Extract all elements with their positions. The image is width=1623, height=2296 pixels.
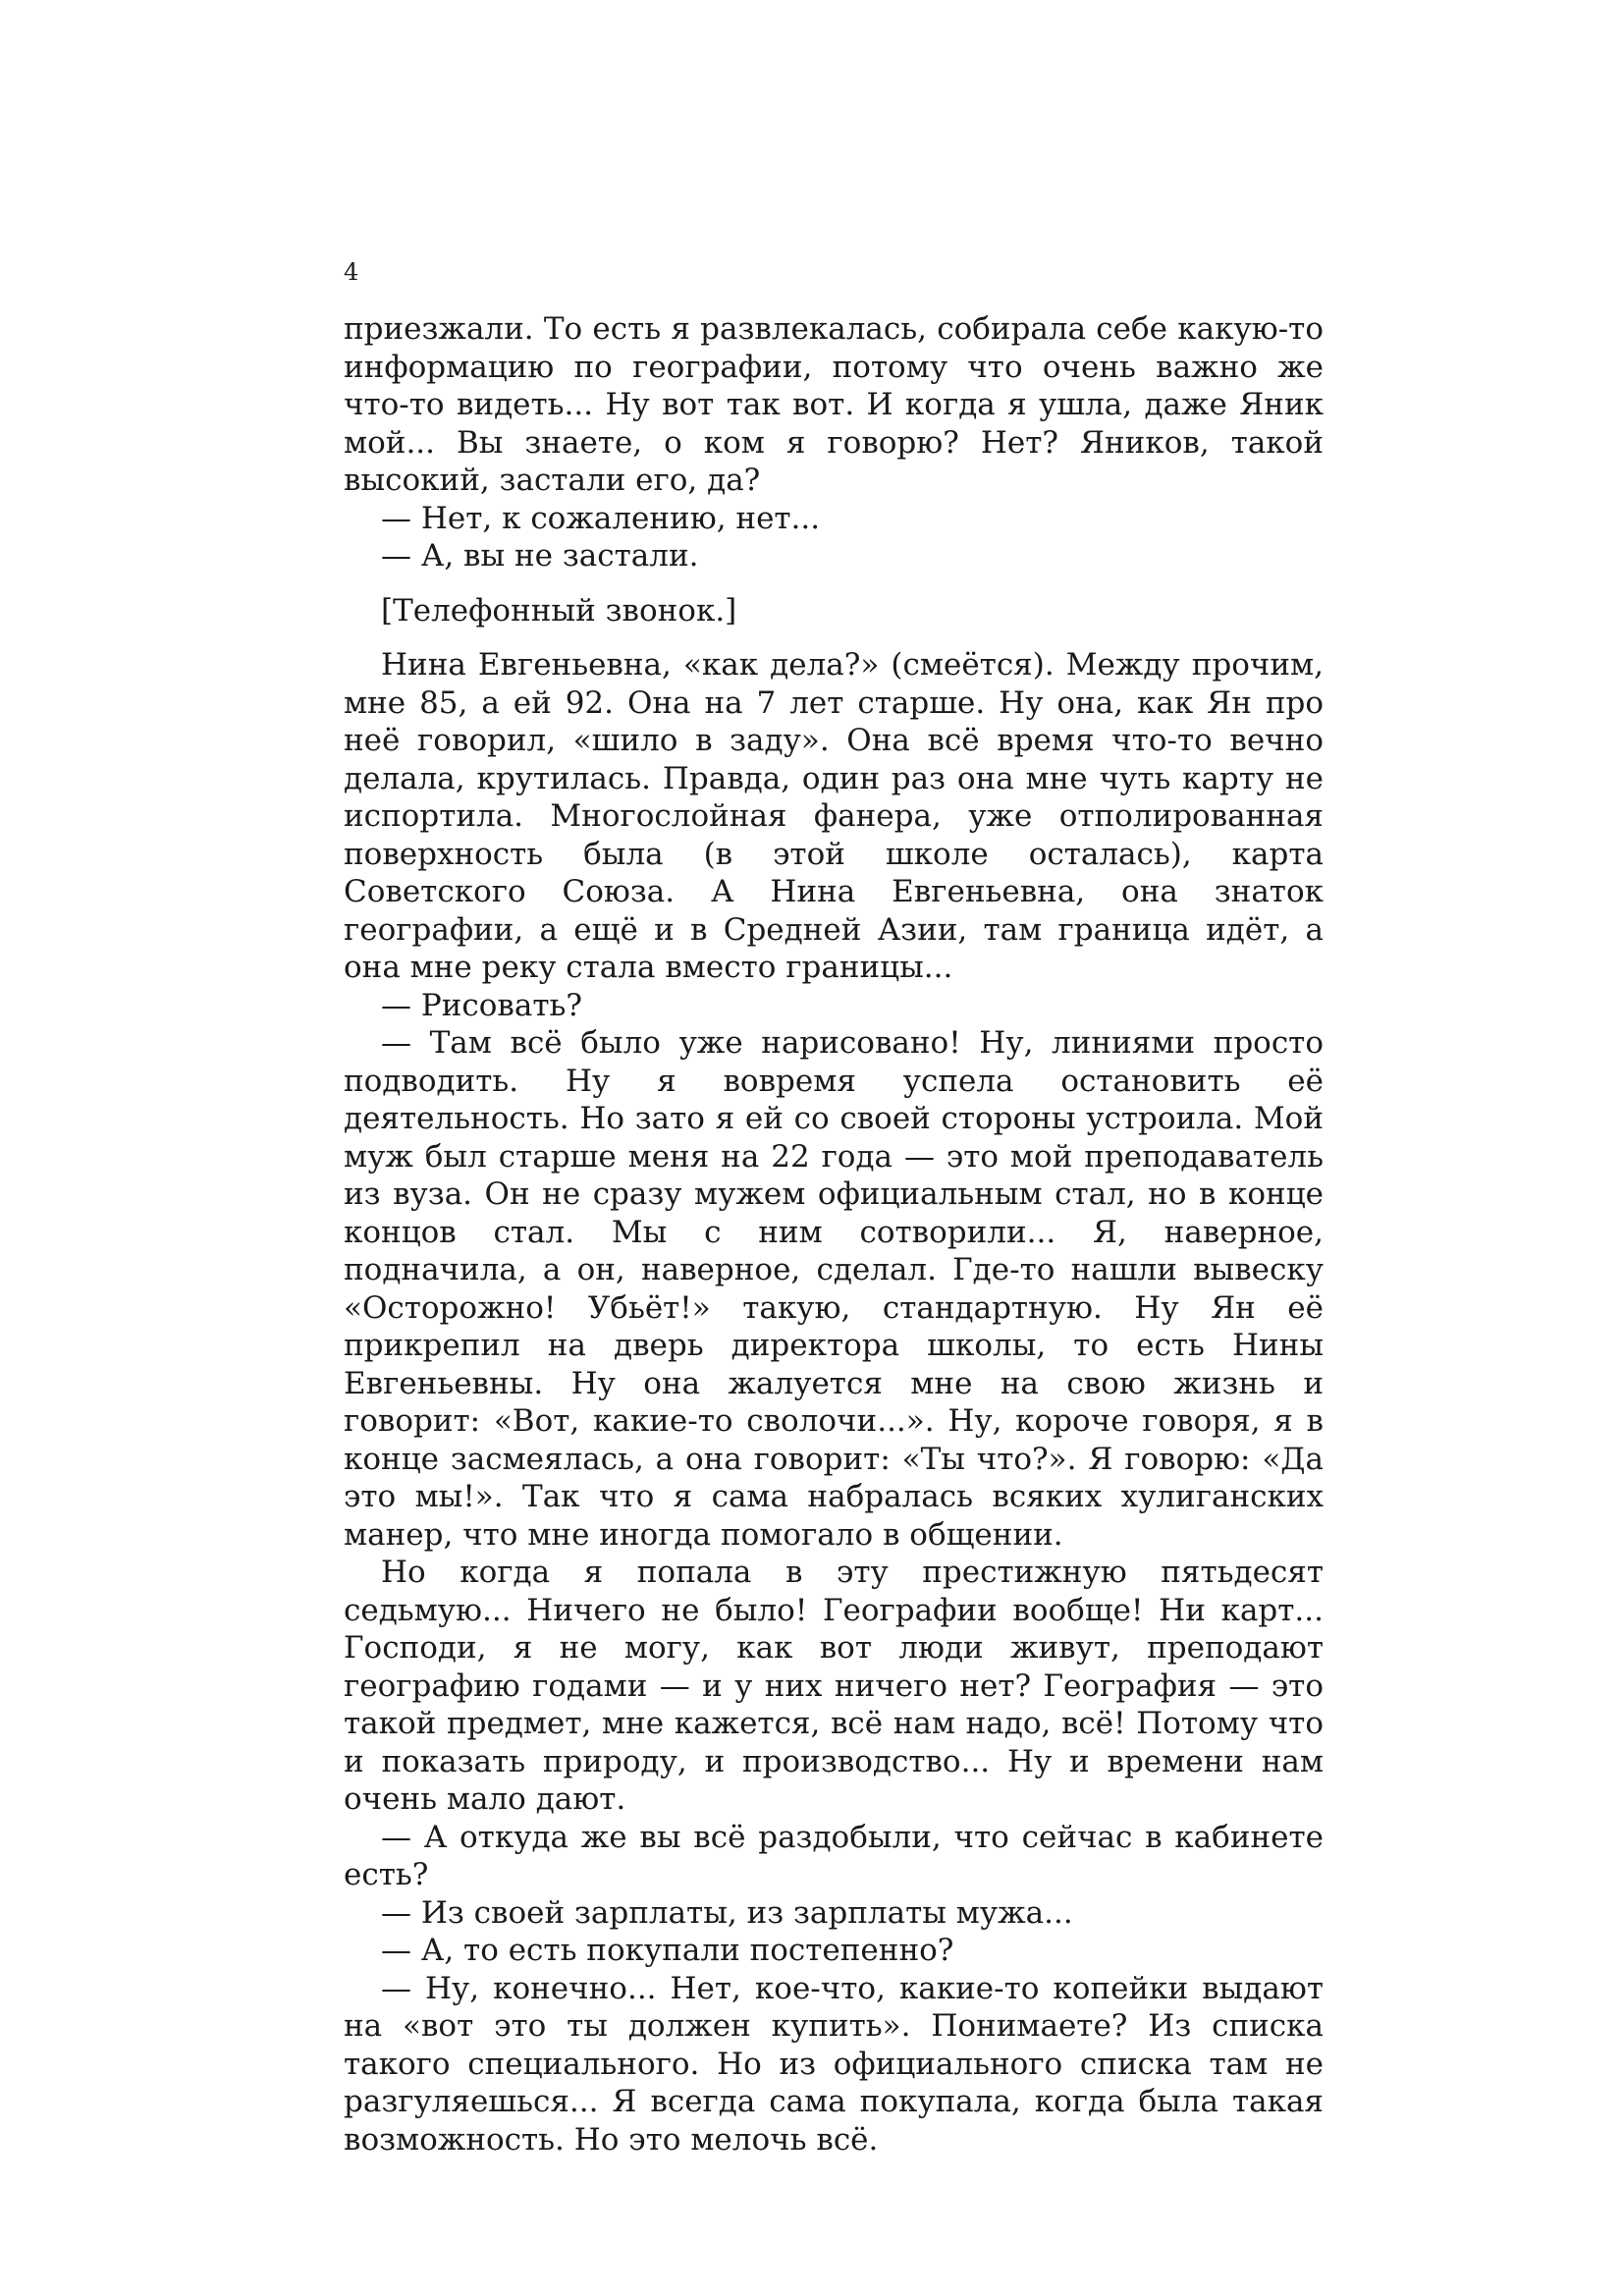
dialogue-line: — А, вы не застали. (381, 538, 699, 574)
stage-note: [Телефонный звонок.] (381, 592, 737, 629)
dialogue-line: — Ну, конечно... Нет, кое-что, какие-то копейки выдают на «вот это ты должен купить». Понимаете? Из списка такого специального. Но из официального списка там не разгуляешься... Я всегда сама покупала, когда была такая возможность. Но это мелочь всё. (344, 1970, 1324, 2158)
dialogue-line: — Рисовать? (381, 987, 582, 1023)
paragraph: Но когда я попала в эту престижную пятьдесят седьмую... Ничего не было! Географии вообще! Ни карт... Господи, я не могу, как вот люди живут, преподают географию годами — и у них ничего нет? География — это такой предмет, мне кажется, всё нам надо, всё! Потому что и показать природу, и производство... Ну и времени нам очень мало дают. (344, 1555, 1324, 1817)
page-number: 4 (344, 258, 359, 286)
dialogue-line: — Нет, к сожалению, нет... (381, 500, 821, 536)
dialogue-line: — Из своей зарплаты, из зарплаты мужа... (381, 1894, 1073, 1931)
dialogue-line: — А откуда же вы всё раздобыли, что сейчас в кабинете есть? (344, 1819, 1324, 1892)
dialogue-line: — Там всё было уже нарисовано! Ну, линиями просто подводить. Ну я вовремя успела остановить её деятельность. Но зато я ей со своей стороны устроила. Мой муж был старше меня на 22 года — это мой преподаватель из вуза. Он не сразу мужем официальным стал, но в конце концов стал. Мы с ним сотворили... Я, наверное, подначила, а он, наверное, сделал. Где-то нашли вывеску «Осторожно! Убьёт!» такую, стандартную. Ну Ян её прикрепил на дверь директора школы, то есть Нины Евгеньевны. Ну она жалуется мне на свою жизнь и говорит: «Вот, какие-то сволочи...». Ну, короче говоря, я в конце засмеялась, а она говорит: «Ты что?». Я говорю: «Да это мы!». Так что я сама набралась всяких хулиганских манер, что мне иногда помогало в общении. (344, 1025, 1324, 1553)
dialogue-line: — А, то есть покупали постепенно? (381, 1933, 954, 1968)
paragraph: Нина Евгеньевна, «как дела?» (смеётся). Между прочим, мне 85, а ей 92. Она на 7 лет старше. Ну она, как Ян про неё говорил, «шило в заду». Она всё время что-то вечно делала, крутилась. Правда, один раз она мне чуть карту не испортила. Многослойная фанера, уже отполированная поверхность была (в этой школе осталась), карта Советского Союза. А Нина Евгеньевна, она знаток географии, а ещё и в Средней Азии, там граница идёт, а она мне реку стала вместо границы... (344, 647, 1324, 985)
document-body (344, 310, 1324, 2159)
paragraph: приезжали. То есть я развлекалась, собирала себе какую-то информацию по географии, потому что очень важно же что-то видеть... Ну вот так вот. И когда я ушла, даже Яник мой... Вы знаете, о ком я говорю? Нет? Яников, такой высокий, застали его, да? (344, 311, 1324, 498)
